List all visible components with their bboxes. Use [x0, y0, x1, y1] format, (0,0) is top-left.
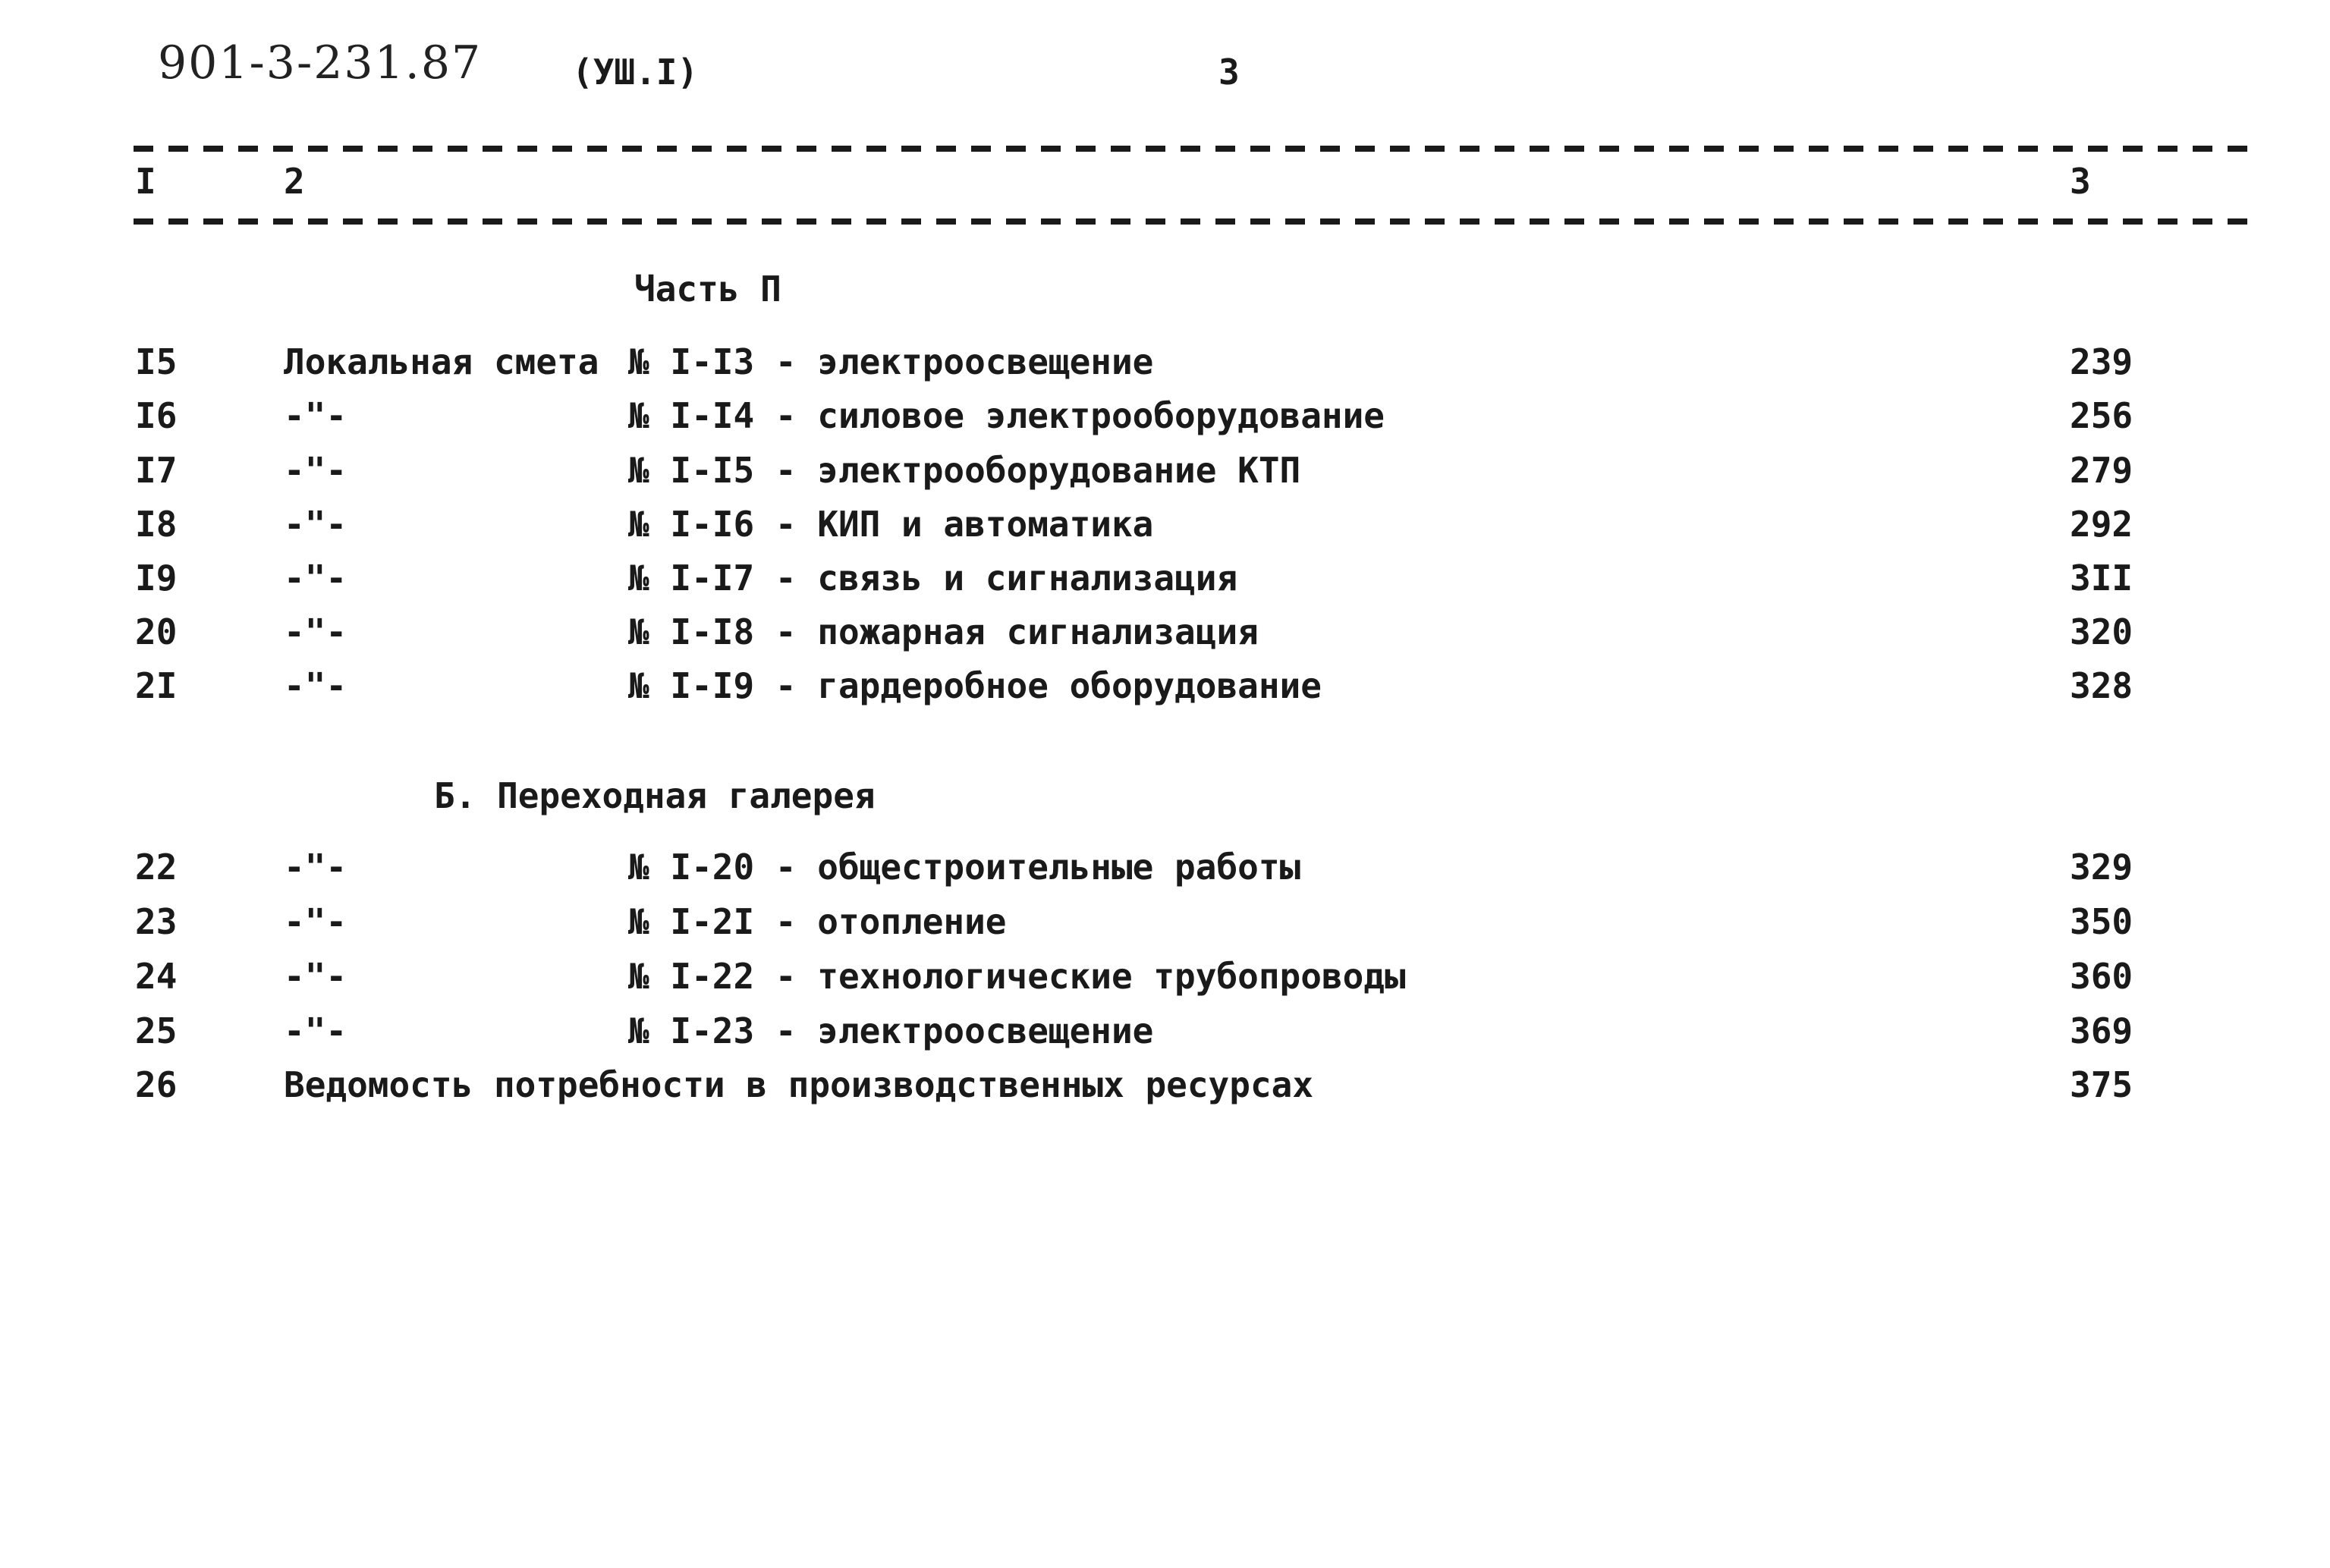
row-reference: № I-2I - отопление — [628, 901, 1007, 942]
table-row — [0, 1010, 2330, 1064]
row-page: 328 — [2070, 665, 2133, 706]
table-row — [0, 450, 2330, 503]
row-page: 369 — [2070, 1010, 2133, 1051]
row-label: -"- — [284, 611, 347, 652]
row-number: 2I — [135, 665, 178, 706]
row-reference: № I-I6 - КИП и автоматика — [628, 504, 1154, 545]
table-row — [0, 956, 2330, 1009]
row-number: 26 — [135, 1064, 178, 1105]
row-label: -"- — [284, 395, 347, 436]
column-header-3: 3 — [2070, 161, 2091, 202]
top-dashed-rule — [134, 146, 2250, 152]
row-number: 23 — [135, 901, 178, 942]
row-label: Ведомость потребности в производственных ресурсах — [284, 1064, 1314, 1105]
row-label: -"- — [284, 847, 347, 888]
row-reference: № I-I3 - электроосвещение — [628, 341, 1154, 382]
row-reference: № I-I4 - силовое электрооборудование — [628, 395, 1385, 436]
table-row — [0, 901, 2330, 954]
document-code: 901-3-231.87 — [158, 36, 483, 90]
column-header-1: I — [135, 161, 156, 202]
row-label: -"- — [284, 558, 347, 599]
row-number: 22 — [135, 847, 178, 888]
row-label: -"- — [284, 901, 347, 942]
album-number: (УШ.I) — [572, 52, 699, 93]
row-reference: № I-23 - электроосвещение — [628, 1010, 1154, 1051]
row-page: 279 — [2070, 450, 2133, 491]
row-label: -"- — [284, 665, 347, 706]
table-row — [0, 395, 2330, 448]
bottom-dashed-rule — [134, 218, 2250, 225]
section-heading-part: Часть П — [634, 269, 781, 310]
row-page: 329 — [2070, 847, 2133, 888]
row-number: 20 — [135, 611, 178, 652]
row-label: -"- — [284, 956, 347, 997]
row-page: 256 — [2070, 395, 2133, 436]
row-label: -"- — [284, 504, 347, 545]
row-label: Локальная смета — [284, 341, 599, 382]
row-number: I5 — [135, 341, 178, 382]
row-reference: № I-I5 - электрооборудование КТП — [628, 450, 1301, 491]
table-row — [0, 558, 2330, 611]
page-number: 3 — [1218, 52, 1240, 93]
row-number: I7 — [135, 450, 178, 491]
table-row — [0, 1064, 2330, 1117]
section-heading-gallery: Б. Переходная галерея — [434, 775, 876, 816]
row-number: I8 — [135, 504, 178, 545]
row-reference: № I-20 - общестроительные работы — [628, 847, 1301, 888]
row-label: -"- — [284, 1010, 347, 1051]
column-header-2: 2 — [284, 161, 305, 202]
table-row — [0, 665, 2330, 718]
row-page: 375 — [2070, 1064, 2133, 1105]
table-row — [0, 341, 2330, 394]
row-label: -"- — [284, 450, 347, 491]
table-row — [0, 847, 2330, 900]
row-number: 24 — [135, 956, 178, 997]
table-row — [0, 611, 2330, 665]
row-page: 360 — [2070, 956, 2133, 997]
table-row — [0, 504, 2330, 557]
row-number: I9 — [135, 558, 178, 599]
row-reference: № I-22 - технологические трубопроводы — [628, 956, 1406, 997]
row-reference: № I-I8 - пожарная сигнализация — [628, 611, 1259, 652]
row-page: 292 — [2070, 504, 2133, 545]
row-page: 239 — [2070, 341, 2133, 382]
row-reference: № I-I9 - гардеробное оборудование — [628, 665, 1322, 706]
row-page: 3II — [2070, 558, 2133, 599]
row-page: 350 — [2070, 901, 2133, 942]
row-number: 25 — [135, 1010, 178, 1051]
row-reference: № I-I7 - связь и сигнализация — [628, 558, 1238, 599]
row-page: 320 — [2070, 611, 2133, 652]
row-number: I6 — [135, 395, 178, 436]
